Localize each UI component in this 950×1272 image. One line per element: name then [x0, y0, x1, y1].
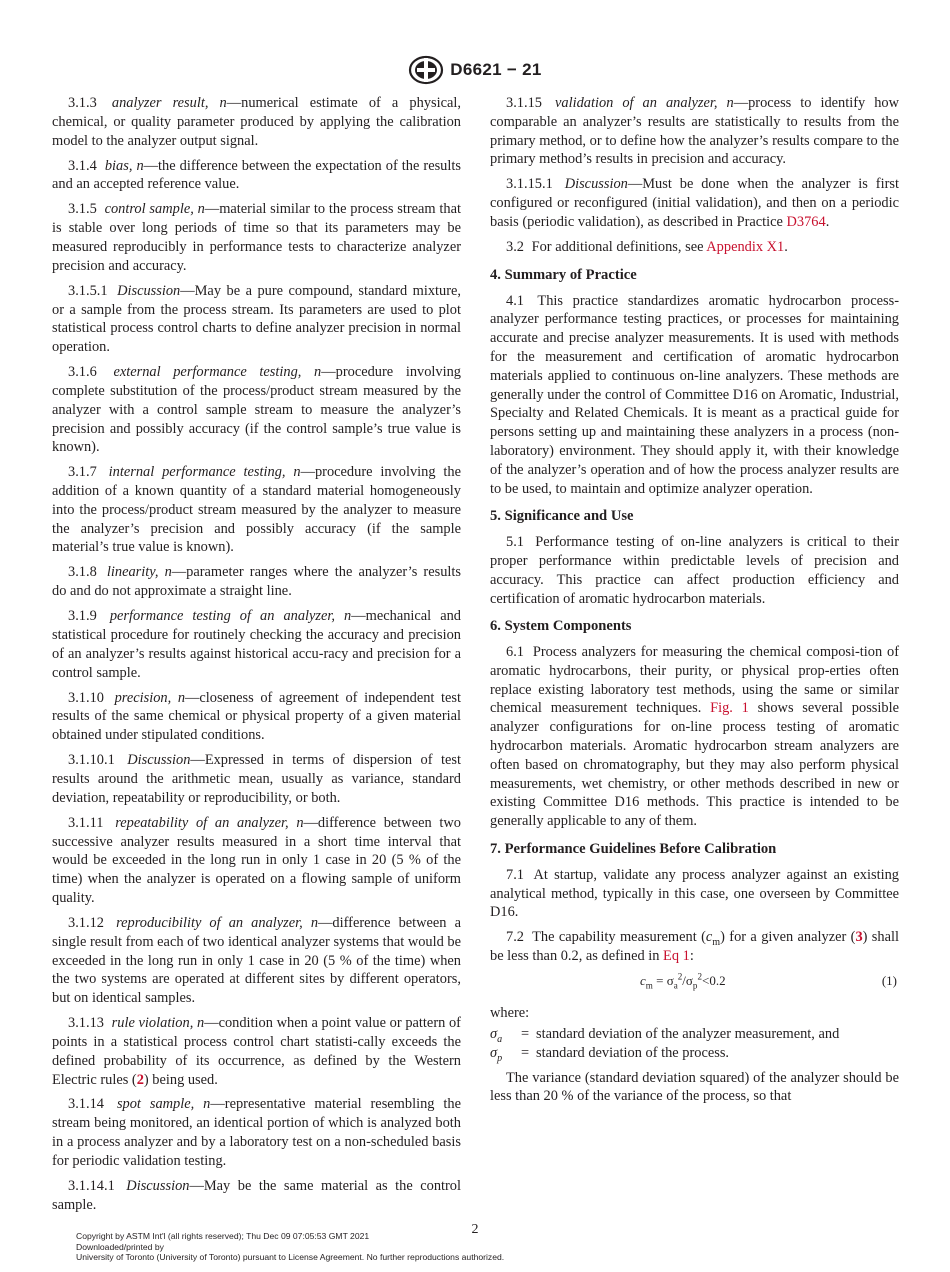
definition-3-1-15: 3.1.15 validation of an analyzer, n—process to identify how comparable an analyzer’s results are statistically to results from the primary method, or to define how the analyzer’s results compare to the primary method’s results in precision and accuracy. — [490, 95, 900, 168]
definition-3-1-9: 3.1.9 performance testing of an analyzer, n—mechanical and statistical procedure for routinely checking the accuracy and precision of an analyzer’s results against historical accu-racy and precision for a control sample. — [52, 608, 461, 681]
symbol-definition-sigma-a: $\sigma_a$ = standard deviation of the analyzer measurement, and — [490, 1026, 840, 1045]
page-number: 2 — [471, 1222, 479, 1237]
paragraph-4-1: 4.1 This practice standardizes aromatic hydrocarbon process-analyzer performance testing practices, or processes for maintaining accurate and precise analyzer measurements. It is used with methods for the measurement and certification of aromatic hydrocarbon materials applied to continuous on-line analyzers. These methods are generally under the control of Committee D16 on Aromatic, Industrial, Specialty and Related Chemicals. It is meant as a practical guide for persons setting up and maintaining these analyzers in a process (non-laboratory) environment. They should apply it, with their knowledge of the analyzer’s operation and of how the process analyzer results are to be used, to maintain and optimize analyzer operation. — [490, 292, 899, 497]
section-heading-components: 6. System Components — [490, 618, 632, 635]
footer-line-license: University of Toronto (University of Toronto) pursuant to License Agreement. No further reproductions authorized. — [76, 1252, 505, 1263]
reference-link-2[interactable]: 2 — [136, 1071, 144, 1088]
section-heading-performance: 7. Performance Guidelines Before Calibration — [490, 841, 777, 858]
where-label: where: — [490, 1005, 530, 1022]
footer-line-downloaded: Downloaded/printed by — [76, 1241, 164, 1252]
symbol-definition-sigma-p: $\sigma_p$ = standard deviation of the process. — [490, 1044, 730, 1064]
paragraph-6-1: 6.1 Process analyzers for measuring the chemical composi-tion of aromatic hydrocarbons, their purity, or physical prop-erties often replace existing laboratory test methods, using the same or similar chemical measurement techniques. Fig. 1 shows several possible analyzer configurations for on-line process testing of aromatic hydrocarbon materials. Aromatic hydrocarbon stream analyzers are often based on chromatography, but they may also perform physical measurements, wet chemistry, or other methods described in new or existing Committee D16 methods. This practice is intended to be generally applicable to any of them. — [490, 644, 899, 830]
page-header — [0, 55, 950, 90]
paragraph-7-1: 7.1 At startup, validate any process analyzer against an existing analytical method, typically in this case, one overseen by Committee D16. — [490, 866, 899, 921]
discussion-3-1-5-1: 3.1.5.1 Discussion—May be a pure compound, standard mixture, or a sample from the process stream. Its parameters are used to plot statistical process control charts to define analyzer precision in normal operation. — [52, 282, 461, 356]
left-column — [52, 94, 461, 1221]
definition-3-1-3: 3.1.3 analyzer result, n—numerical estimate of a physical, chemical, or quality parameter produced by applying the calibration model to the analyzer output signal. — [52, 95, 461, 149]
footer-line-copyright: Copyright by ASTM Int'l (all rights reserved); Thu Dec 09 07:05:53 GMT 2021 — [76, 1231, 370, 1241]
reference-link-3[interactable]: 3 — [855, 929, 863, 946]
astm-logo-icon — [408, 55, 444, 85]
section-heading-summary: 4. Summary of Practice — [490, 266, 637, 283]
definition-3-1-12: 3.1.12 reproducibility of an analyzer, n—difference between a single result from each of two identical analyzer systems that would be exceeded in the long run in only 1 case in 20 (5 % of the time) when the two systems are operated at different sites by different operators, but on identical samples. — [52, 914, 461, 1007]
equation-1 — [490, 972, 899, 994]
paragraph-variance: The variance (standard deviation squared) of the analyzer should be less than 20 % of the variance of the process, so that — [490, 1069, 899, 1105]
equation-1-formula: $c_m = \sigma_a^2/\sigma_p^2<0.2$ — [640, 971, 726, 991]
definition-3-1-7: 3.1.7 internal performance testing, n—procedure involving the addition of a known quantity of a standard material homogeneously into the process/product stream measured by the analyzer to measure the analyzer’s precision and possibly accuracy (if the sample material’s true value is known). — [52, 464, 461, 556]
discussion-3-1-14-1: 3.1.14.1 Discussion—May be the same material as the control sample. — [52, 1177, 461, 1213]
appendix-x1-link[interactable]: Appendix X1 — [706, 238, 785, 255]
document-designation: D6621 − 21 — [450, 60, 542, 79]
equation-1-link[interactable]: Eq 1 — [663, 948, 690, 965]
discussion-3-1-15-1: 3.1.15.1 Discussion—Must be done when the analyzer is first configured or reconfigured (initial validation), and then on a periodic basis (periodic validation), as described in Practice D3764. — [490, 176, 899, 230]
paragraph-3-2: 3.2 For additional definitions, see Appendix X1. — [506, 238, 788, 255]
definition-3-1-5: 3.1.5 control sample, n—material similar to the process stream that is stable over long periods of time so that its parameters may be measured reproducibly in performance tests to characterize analyzer precision and accuracy. — [52, 201, 461, 274]
figure-1-link[interactable]: Fig. 1 — [710, 700, 749, 717]
definition-3-1-6: 3.1.6 external performance testing, n—procedure involving complete substitution of the process/product stream measured by the analyzer with a control sample stream to measure the analyzer’s precision and possibly accuracy (if the control sample’s true value is known). — [52, 364, 461, 456]
discussion-3-1-10-1: 3.1.10.1 Discussion—Expressed in terms of dispersion of test results around the arithmetic mean, usually as variance, standard deviation, repeatability or reproducibility, or both. — [52, 752, 461, 806]
right-column — [490, 94, 899, 1112]
section-heading-significance: 5. Significance and Use — [490, 508, 634, 525]
definition-3-1-14: 3.1.14 spot sample, n—representative material resembling the stream being monitored, an identical portion of which is analyzed both in a process analyzer and by a laboratory test on a non-scheduled basis for periodic validation testing. — [52, 1096, 461, 1169]
definition-3-1-11: 3.1.11 repeatability of an analyzer, n—difference between two successive analyzer results measured in a short time interval that would be exceeded in the long run in only 1 case in 20 (5 % of the time) when the analyzer is operated on a flowing sample of uniform quality. — [52, 814, 461, 906]
paragraph-7-2: 7.2 The capability measurement $(c_m)$ for a given analyzer (3) shall be less than 0.2, as defined in Eq 1: — [490, 929, 899, 965]
copyright-footer — [76, 1231, 504, 1263]
definition-3-1-4: 3.1.4 bias, n—the difference between the expectation of the results and an accepted reference value. — [52, 157, 461, 193]
practice-d3764-link[interactable]: D3764 — [786, 213, 826, 230]
equation-1-number: (1) — [881, 973, 897, 989]
symbol-definitions — [490, 1025, 899, 1063]
paragraph-5-1: 5.1 Performance testing of on-line analyzers is critical to their proper performance within predictable levels of precision and accuracy. This practice can affect production efficiency and certification of aromatic hydrocarbon materials. — [490, 534, 899, 607]
definition-3-1-13: 3.1.13 rule violation, n—condition when a point value or pattern of points in a statistical process control chart statisti-cally exceeds the defined probability of its occurrence, as defined by the Western Electric rules (2) being used. — [52, 1015, 461, 1088]
definition-3-1-8: 3.1.8 linearity, n—parameter ranges where the analyzer’s results do and do not approximate a straight line. — [52, 564, 461, 600]
definition-3-1-10: 3.1.10 precision, n—closeness of agreement of independent test results of the same chemical or physical property of a given material obtained under stipulated conditions. — [52, 689, 461, 744]
